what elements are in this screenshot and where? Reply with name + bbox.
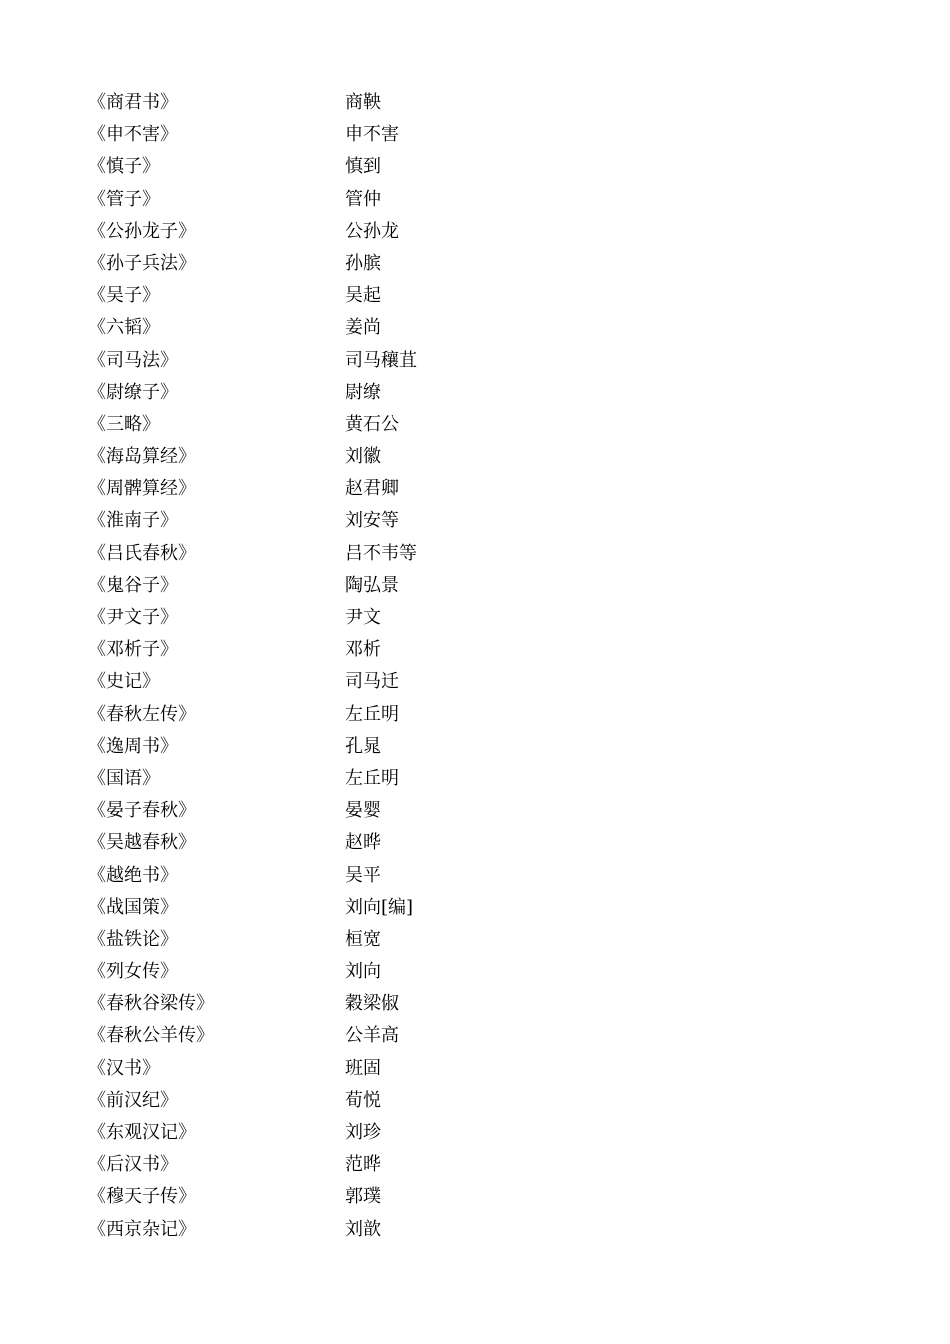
book-author: 桓宽 [345, 928, 381, 950]
book-title: 《东观汉记》 [88, 1122, 196, 1143]
book-title: 《史记》 [88, 671, 160, 693]
book-author: 尹文 [345, 607, 381, 628]
list-item [88, 1149, 588, 1181]
book-title: 《管子》 [88, 188, 160, 210]
book-title: 《西京杂记》 [88, 1218, 196, 1240]
book-author: 吕不韦等 [345, 542, 417, 564]
book-title: 《申不害》 [88, 124, 178, 146]
book-author-list [88, 87, 588, 1246]
book-title: 《司马法》 [88, 349, 178, 371]
list-item [88, 924, 588, 956]
list-item [88, 345, 588, 377]
book-author: 赵君卿 [345, 478, 399, 500]
book-title: 《周髀算经》 [88, 478, 196, 500]
list-item [88, 827, 588, 859]
book-title: 《列女传》 [88, 961, 178, 983]
book-author: 陶弘景 [345, 574, 399, 596]
list-item [88, 87, 588, 119]
list-item [88, 473, 588, 505]
list-item [88, 151, 588, 183]
book-author: 商鞅 [345, 92, 381, 113]
book-author: 公羊高 [345, 1025, 399, 1047]
list-item [88, 763, 588, 795]
book-author: 邓析 [345, 639, 381, 661]
book-author: 晏婴 [345, 800, 381, 822]
list-item [88, 1181, 588, 1213]
book-author: 吴平 [345, 864, 381, 886]
list-item [88, 699, 588, 731]
list-item [88, 731, 588, 763]
book-title: 《慎子》 [88, 156, 160, 178]
book-author: 刘徽 [345, 446, 381, 468]
book-author: 司马迁 [345, 671, 399, 693]
book-title: 《孙子兵法》 [88, 252, 196, 274]
book-title: 《后汉书》 [88, 1154, 178, 1176]
list-item [88, 377, 588, 409]
list-item [88, 1214, 588, 1246]
list-item [88, 441, 588, 473]
book-author: 管仲 [345, 188, 381, 210]
list-item [88, 956, 588, 988]
list-item [88, 988, 588, 1020]
book-author: 左丘明 [345, 703, 399, 725]
book-author: 穀梁俶 [345, 993, 399, 1015]
book-author: 赵晔 [345, 832, 381, 854]
book-title: 《春秋左传》 [88, 703, 196, 725]
book-title: 《商君书》 [88, 92, 178, 113]
list-item [88, 666, 588, 698]
list-item [88, 312, 588, 344]
book-title: 《尹文子》 [88, 607, 178, 628]
list-item [88, 1020, 588, 1052]
list-item [88, 795, 588, 827]
list-item [88, 634, 588, 666]
book-author: 姜尚 [345, 317, 381, 339]
book-title: 《穆天子传》 [88, 1186, 196, 1208]
list-item [88, 409, 588, 441]
book-author: 黄石公 [345, 413, 399, 435]
book-author: 班固 [345, 1057, 381, 1079]
book-author: 尉缭 [345, 381, 381, 403]
book-author: 吴起 [345, 285, 381, 307]
book-title: 《战国策》 [88, 896, 178, 918]
book-author: 慎到 [345, 156, 381, 178]
list-item [88, 538, 588, 570]
book-title: 《吴子》 [88, 285, 160, 307]
list-item [88, 892, 588, 924]
book-title: 《盐铁论》 [88, 928, 178, 950]
book-author: 孙膑 [345, 252, 381, 274]
book-title: 《邓析子》 [88, 639, 178, 661]
book-author: 刘珍 [345, 1122, 381, 1143]
list-item [88, 505, 588, 537]
list-item [88, 860, 588, 892]
book-title: 《春秋谷梁传》 [88, 993, 214, 1015]
book-title: 《尉缭子》 [88, 381, 178, 403]
list-item [88, 1085, 588, 1117]
book-title: 《春秋公羊传》 [88, 1025, 214, 1047]
book-author: 荀悦 [345, 1089, 381, 1111]
book-title: 《晏子春秋》 [88, 800, 196, 822]
list-item [88, 216, 588, 248]
list-item [88, 602, 588, 634]
list-item [88, 184, 588, 216]
book-author: 刘向 [345, 961, 381, 983]
book-title: 《吕氏春秋》 [88, 542, 196, 564]
list-item [88, 1053, 588, 1085]
book-author: 刘向[编] [345, 896, 414, 918]
book-author: 申不害 [345, 124, 399, 146]
book-title: 《汉书》 [88, 1057, 160, 1079]
book-title: 《前汉纪》 [88, 1089, 178, 1111]
book-title: 《吴越春秋》 [88, 832, 196, 854]
book-title: 《公孙龙子》 [88, 220, 196, 242]
book-author: 公孙龙 [345, 220, 399, 242]
book-title: 《越绝书》 [88, 864, 178, 886]
list-item [88, 119, 588, 151]
book-title: 《淮南子》 [88, 510, 178, 532]
book-title: 《三略》 [88, 413, 160, 435]
book-author: 刘歆 [345, 1218, 381, 1240]
book-title: 《六韬》 [88, 317, 160, 339]
book-title: 《鬼谷子》 [88, 574, 178, 596]
book-title: 《海岛算经》 [88, 446, 196, 468]
book-author: 郭璞 [345, 1186, 381, 1208]
list-item [88, 570, 588, 602]
list-item [88, 1117, 588, 1149]
book-title: 《逸周书》 [88, 735, 178, 757]
book-author: 孔晁 [345, 735, 381, 757]
book-author: 司马穰苴 [345, 349, 417, 371]
book-title: 《国语》 [88, 767, 160, 789]
list-item [88, 248, 588, 280]
book-author: 刘安等 [345, 510, 399, 532]
book-author: 左丘明 [345, 767, 399, 789]
list-item [88, 280, 588, 312]
book-author: 范晔 [345, 1154, 381, 1176]
